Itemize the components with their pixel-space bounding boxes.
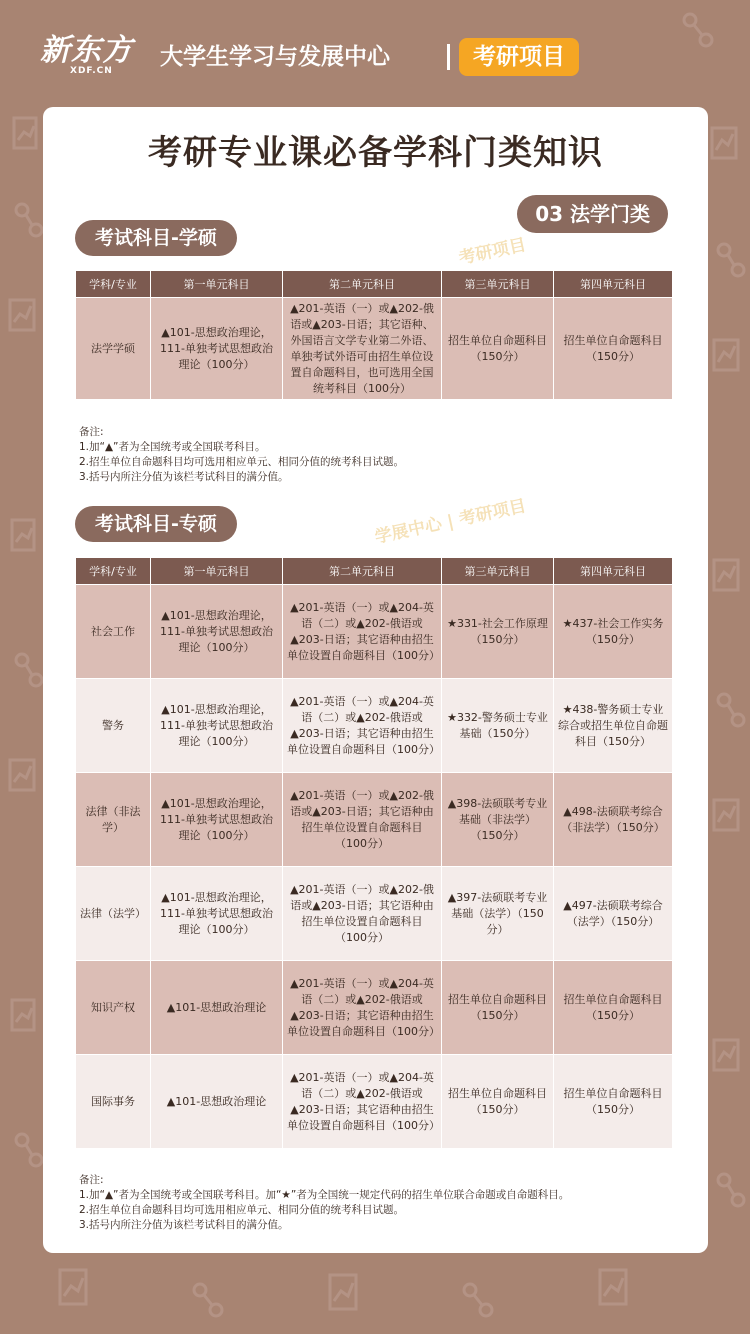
table-row (76, 773, 672, 866)
note-line: 备注: (79, 426, 104, 438)
cell-major: 法律（法学） (76, 867, 150, 960)
col-header-unit1: 第一单元科目 (151, 558, 282, 584)
table-row (76, 961, 672, 1054)
cell-major: 国际事务 (76, 1055, 150, 1148)
cell-unit1: ▲101-思想政治理论 (151, 961, 282, 1054)
professional-notes (79, 1173, 679, 1233)
cell-unit3: 招生单位自命题科目（150分） (442, 298, 553, 399)
note-line: 备注: (79, 1174, 104, 1186)
watermark-2: 学展中心 | 考研项目 (373, 496, 528, 548)
table-row (76, 298, 672, 399)
cell-major: 社会工作 (76, 585, 150, 678)
chart-icon (600, 1270, 626, 1304)
cell-unit4: ▲498-法硕联考综合（非法学）（150分） (554, 773, 672, 866)
cell-unit1: ▲101-思想政治理论，111-单独考试思想政治理论（100分） (151, 585, 282, 678)
cell-unit2: ▲201-英语（一）或▲204-英语（二）或▲202-俄语或▲203-日语；其它语种由招生单位设置自命题科目（100分） (283, 679, 441, 772)
note-line: 1.加“▲”者为全国统考或全国联考科目。加“★”者为全国统一规定代码的招生单位联合命题或自命题科目。 (79, 1189, 570, 1201)
chart-icon (14, 118, 36, 148)
cell-unit4: ★438-警务硕士专业综合或招生单位自命题科目（150分） (554, 679, 672, 772)
col-header-unit2: 第二单元科目 (283, 558, 441, 584)
chart-icon (60, 1270, 86, 1304)
content-card (43, 107, 708, 1253)
category-badge: 03 法学门类 (517, 195, 668, 233)
logo-main: 新东方 (40, 33, 133, 68)
cell-major: 法学学硕 (76, 298, 150, 399)
note-line: 2.招生单位自命题科目均可选用相应单元、相同分值的统考科目试题。 (79, 1204, 405, 1216)
cell-unit3: 招生单位自命题科目（150分） (442, 961, 553, 1054)
academic-notes (79, 425, 679, 485)
chart-icon (10, 300, 34, 330)
chart-icon (714, 340, 738, 370)
section-header-professional: 考试科目-专硕 (75, 506, 237, 542)
watermark: 考研项目 (457, 235, 528, 269)
col-header-unit2: 第二单元科目 (283, 271, 441, 297)
note-line: 1.加“▲”者为全国统考或全国联考科目。 (79, 441, 266, 453)
chart-icon (12, 1000, 34, 1030)
col-header-unit4: 第四单元科目 (554, 271, 672, 297)
professional-exam-table (75, 557, 673, 1149)
cell-unit3: ★332-警务硕士专业基础（150分） (442, 679, 553, 772)
cell-unit2: ▲201-英语（一）或▲204-英语（二）或▲202-俄语或▲203-日语；其它语种由招生单位设置自命题科目（100分） (283, 961, 441, 1054)
cell-unit2: ▲201-英语（一）或▲204-英语（二）或▲202-俄语或▲203-日语；其它语种由招生单位设置自命题科目（100分） (283, 1055, 441, 1148)
chart-icon (712, 128, 736, 158)
logo-sub: XDF.CN (70, 66, 113, 76)
page-title: 考研专业课必备学科门类知识 (148, 133, 603, 173)
table-row (76, 679, 672, 772)
chart-icon (714, 800, 738, 830)
network-icon (16, 654, 42, 686)
note-line: 3.括号内所注分值为该栏考试科目的满分值。 (79, 1219, 289, 1231)
note-line: 3.括号内所注分值为该栏考试科目的满分值。 (79, 471, 289, 483)
col-header-unit3: 第三单元科目 (442, 271, 553, 297)
cell-unit1: ▲101-思想政治理论，111-单独考试思想政治理论（100分） (151, 773, 282, 866)
cell-unit2: ▲201-英语（一）或▲202-俄语或▲203-日语；其它语种由招生单位设置自命题科目（100分） (283, 867, 441, 960)
network-icon (16, 1134, 42, 1166)
col-header-major: 学科/专业 (76, 271, 150, 297)
cell-unit3: 招生单位自命题科目（150分） (442, 1055, 553, 1148)
cell-unit1: ▲101-思想政治理论，111-单独考试思想政治理论（100分） (151, 679, 282, 772)
table-row (76, 1055, 672, 1148)
cell-unit4: 招生单位自命题科目（150分） (554, 961, 672, 1054)
cell-unit3: ▲397-法硕联考专业基础（法学）（150分） (442, 867, 553, 960)
cell-unit4: ▲497-法硕联考综合（法学）（150分） (554, 867, 672, 960)
cell-unit4: 招生单位自命题科目（150分） (554, 1055, 672, 1148)
col-header-major: 学科/专业 (76, 558, 150, 584)
academic-exam-table (75, 270, 673, 400)
network-icon (718, 244, 744, 276)
network-icon (718, 694, 744, 726)
network-icon (194, 1284, 222, 1316)
cell-major: 警务 (76, 679, 150, 772)
cell-unit3: ★331-社会工作原理（150分） (442, 585, 553, 678)
note-line: 2.招生单位自命题科目均可选用相应单元、相同分值的统考科目试题。 (79, 456, 405, 468)
table-header-row (76, 558, 672, 584)
cell-unit4: ★437-社会工作实务（150分） (554, 585, 672, 678)
network-icon (464, 1284, 492, 1316)
network-icon (718, 1174, 744, 1206)
xdf-logo (40, 33, 133, 76)
cell-major: 法律（非法学） (76, 773, 150, 866)
table-row (76, 585, 672, 678)
cell-unit3: ▲398-法硕联考专业基础（非法学）（150分） (442, 773, 553, 866)
header-divider (447, 44, 450, 70)
table-header-row (76, 271, 672, 297)
chart-icon (330, 1275, 356, 1309)
cell-unit1: ▲101-思想政治理论，111-单独考试思想政治理论（100分） (151, 867, 282, 960)
cell-major: 知识产权 (76, 961, 150, 1054)
header-title: 大学生学习与发展中心 (160, 44, 390, 70)
chart-icon (714, 560, 738, 590)
network-icon (16, 204, 42, 236)
chart-icon (12, 520, 34, 550)
header-badge: 考研项目 (459, 38, 579, 76)
col-header-unit1: 第一单元科目 (151, 271, 282, 297)
col-header-unit4: 第四单元科目 (554, 558, 672, 584)
header (0, 30, 750, 86)
cell-unit4: 招生单位自命题科目（150分） (554, 298, 672, 399)
cell-unit1: ▲101-思想政治理论 (151, 1055, 282, 1148)
chart-icon (714, 1040, 738, 1070)
cell-unit2: ▲201-英语（一）或▲202-俄语或▲203-日语；其它语种由招生单位设置自命题科目（100分） (283, 773, 441, 866)
col-header-unit3: 第三单元科目 (442, 558, 553, 584)
cell-unit2: ▲201-英语（一）或▲202-俄语或▲203-日语；其它语种、外国语言文学专业第二外语、单独考试外语可由招生单位设置自命题科目，也可选用全国统考科目（100分） (283, 298, 441, 399)
chart-icon (10, 760, 34, 790)
cell-unit1: ▲101-思想政治理论，111-单独考试思想政治理论（100分） (151, 298, 282, 399)
table-row (76, 867, 672, 960)
section-header-academic: 考试科目-学硕 (75, 220, 237, 256)
cell-unit2: ▲201-英语（一）或▲204-英语（二）或▲202-俄语或▲203-日语；其它语种由招生单位设置自命题科目（100分） (283, 585, 441, 678)
